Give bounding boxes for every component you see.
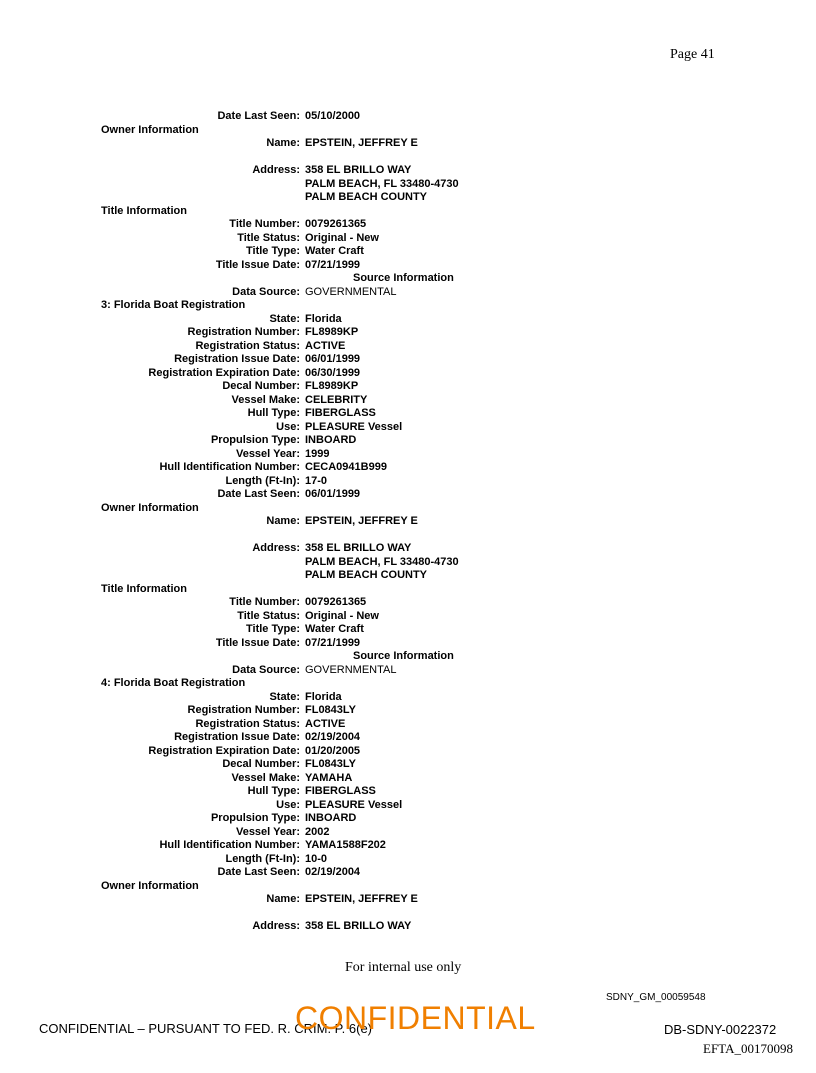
field-row	[0, 623, 816, 637]
field-row	[0, 434, 816, 448]
section-heading	[0, 299, 816, 313]
field-value: ACTIVE	[305, 339, 346, 352]
field-row	[0, 475, 816, 489]
field-value: 358 EL BRILLO WAY	[305, 920, 412, 932]
field-row	[0, 191, 816, 205]
field-row	[0, 745, 816, 759]
record-body	[0, 110, 816, 934]
field-value: 358 EL BRILLO WAY	[305, 164, 412, 176]
subsection-title: Source Information	[353, 650, 454, 662]
section-heading	[0, 205, 816, 219]
field-label: Decal Number:	[222, 380, 300, 392]
field-row	[0, 340, 816, 354]
field-label: Vessel Year:	[235, 447, 300, 460]
field-row	[0, 731, 816, 745]
field-row	[0, 772, 816, 786]
field-label: State:	[269, 312, 300, 325]
field-row	[0, 691, 816, 705]
field-value: FL8989KP	[305, 380, 359, 392]
field-value: 0079261365	[305, 596, 367, 608]
field-label: Address:	[252, 164, 300, 176]
field-row	[0, 826, 816, 840]
field-value: EPSTEIN, JEFFREY E	[305, 515, 418, 527]
section-title: Title Information	[101, 582, 187, 595]
field-row	[0, 920, 816, 934]
field-value: 02/19/2004	[305, 866, 361, 878]
field-label: Address:	[252, 542, 300, 554]
field-value: EPSTEIN, JEFFREY E	[305, 893, 418, 905]
field-value: FL0843LY	[305, 758, 356, 770]
field-row	[0, 866, 816, 880]
field-label: State:	[269, 690, 300, 703]
field-row	[0, 313, 816, 327]
subsection-title: Source Information	[353, 272, 454, 284]
field-row	[0, 556, 816, 570]
field-value: 1999	[305, 447, 330, 460]
field-label: Use:	[276, 420, 300, 433]
field-value: 06/01/1999	[305, 488, 361, 500]
field-value: PALM BEACH COUNTY	[305, 191, 428, 203]
bates-number-db: DB-SDNY-0022372	[664, 1022, 777, 1037]
field-label: Title Issue Date:	[215, 258, 300, 271]
field-label: Use:	[276, 798, 300, 811]
internal-use-note: For internal use only	[345, 960, 462, 975]
field-row	[0, 785, 816, 799]
field-row	[0, 326, 816, 340]
field-value: GOVERNMENTAL	[305, 285, 397, 298]
field-value: PALM BEACH, FL 33480-4730	[305, 555, 459, 568]
field-label: Hull Identification Number:	[159, 461, 300, 473]
section-title: 3: Florida Boat Registration	[101, 299, 246, 311]
field-label: Propulsion Type:	[210, 812, 300, 824]
field-label: Name:	[266, 893, 300, 905]
field-row	[0, 394, 816, 408]
section-title: Title Information	[101, 204, 187, 217]
field-label: Registration Number:	[187, 704, 300, 716]
field-value: 06/01/1999	[305, 353, 361, 365]
field-label: Registration Issue Date:	[174, 353, 300, 365]
field-label: Registration Number:	[187, 326, 300, 338]
field-label: Length (Ft-In):	[225, 852, 300, 865]
field-row	[0, 488, 816, 502]
field-row	[0, 380, 816, 394]
section-title: Owner Information	[101, 879, 199, 892]
field-label: Registration Expiration Date:	[148, 366, 300, 379]
field-row	[0, 286, 816, 300]
confidential-stamp: CONFIDENTIAL	[295, 1000, 536, 1036]
field-value: 2002	[305, 825, 330, 838]
section-heading	[0, 583, 816, 597]
field-value: PLEASURE Vessel	[305, 420, 403, 433]
field-row	[0, 218, 816, 232]
field-row	[0, 799, 816, 813]
field-value: PLEASURE Vessel	[305, 798, 403, 811]
field-value: EPSTEIN, JEFFREY E	[305, 137, 418, 149]
field-row	[0, 812, 816, 826]
field-row	[0, 515, 816, 529]
section-title: Owner Information	[101, 501, 199, 514]
section-heading	[0, 502, 816, 516]
field-value: FL8989KP	[305, 326, 359, 338]
field-value: Water Craft	[305, 623, 364, 635]
field-value: INBOARD	[305, 812, 357, 824]
field-row	[0, 407, 816, 421]
spacer	[0, 907, 816, 921]
field-value: ACTIVE	[305, 717, 346, 730]
field-label: Registration Issue Date:	[174, 731, 300, 743]
field-value: FIBERGLASS	[305, 785, 376, 797]
section-heading	[0, 880, 816, 894]
field-label: Vessel Year:	[235, 825, 300, 838]
field-label: Propulsion Type:	[210, 434, 300, 446]
field-value: PALM BEACH COUNTY	[305, 569, 428, 581]
field-value: INBOARD	[305, 434, 357, 446]
field-label: Title Status:	[237, 231, 300, 244]
field-label: Registration Status:	[195, 339, 300, 352]
field-row	[0, 178, 816, 192]
spacer	[0, 529, 816, 543]
field-row	[0, 853, 816, 867]
subsection-heading	[0, 272, 816, 286]
field-value: CELEBRITY	[305, 393, 368, 406]
field-value: GOVERNMENTAL	[305, 663, 397, 676]
field-value: Original - New	[305, 609, 379, 622]
field-value: 358 EL BRILLO WAY	[305, 542, 412, 554]
field-label: Decal Number:	[222, 758, 300, 770]
field-value: 10-0	[305, 852, 328, 865]
field-value: 07/21/1999	[305, 258, 361, 271]
bates-number-gm: SDNY_GM_00059548	[606, 992, 706, 1003]
field-row	[0, 367, 816, 381]
field-row	[0, 461, 816, 475]
field-label: Length (Ft-In):	[225, 474, 300, 487]
field-row	[0, 353, 816, 367]
field-row	[0, 610, 816, 624]
field-label: Hull Type:	[247, 407, 300, 419]
spacer	[0, 151, 816, 165]
field-row	[0, 448, 816, 462]
field-row	[0, 569, 816, 583]
field-row	[0, 164, 816, 178]
field-value: Florida	[305, 312, 342, 325]
field-value: CECA0941B999	[305, 461, 387, 473]
field-value: Florida	[305, 690, 342, 703]
field-value: 0079261365	[305, 218, 367, 230]
field-label: Registration Expiration Date:	[148, 744, 300, 757]
field-row	[0, 704, 816, 718]
field-value: 02/19/2004	[305, 731, 361, 743]
field-value: 17-0	[305, 474, 328, 487]
field-value: Original - New	[305, 231, 379, 244]
field-value: FL0843LY	[305, 704, 356, 716]
field-row	[0, 245, 816, 259]
field-label: Title Number:	[229, 596, 300, 608]
field-row	[0, 259, 816, 273]
field-label: Title Status:	[237, 609, 300, 622]
field-row	[0, 232, 816, 246]
field-row	[0, 542, 816, 556]
field-label: Date Last Seen:	[217, 866, 300, 878]
field-label: Address:	[252, 920, 300, 932]
field-value: 05/10/2000	[305, 110, 361, 122]
field-label: Data Source:	[232, 285, 300, 298]
field-row	[0, 637, 816, 651]
field-value: PALM BEACH, FL 33480-4730	[305, 177, 459, 190]
field-label: Registration Status:	[195, 717, 300, 730]
field-label: Hull Type:	[247, 785, 300, 797]
field-label: Date Last Seen:	[217, 110, 300, 122]
field-value: YAMA1588F202	[305, 839, 386, 851]
confidential-notice: CONFIDENTIAL – PURSUANT TO FED. R. CRIM. P. 6(e)	[39, 1021, 373, 1036]
field-value: Water Craft	[305, 245, 364, 257]
field-row	[0, 421, 816, 435]
field-label: Vessel Make:	[231, 393, 300, 406]
page-number: Page 41	[670, 47, 715, 62]
field-row	[0, 839, 816, 853]
field-label: Title Issue Date:	[215, 636, 300, 649]
field-row	[0, 596, 816, 610]
section-title: 4: Florida Boat Registration	[101, 677, 246, 689]
field-row	[0, 137, 816, 151]
field-value: FIBERGLASS	[305, 407, 376, 419]
field-value: 01/20/2005	[305, 744, 361, 757]
field-value: 07/21/1999	[305, 636, 361, 649]
field-label: Title Type:	[246, 245, 300, 257]
subsection-heading	[0, 650, 816, 664]
field-label: Name:	[266, 137, 300, 149]
section-title: Owner Information	[101, 123, 199, 136]
field-label: Title Number:	[229, 218, 300, 230]
field-value: YAMAHA	[305, 771, 353, 784]
field-label: Date Last Seen:	[217, 488, 300, 500]
efta-number: EFTA_00170098	[703, 1041, 793, 1056]
field-value: 06/30/1999	[305, 366, 361, 379]
section-heading	[0, 124, 816, 138]
field-row	[0, 110, 816, 124]
field-row	[0, 718, 816, 732]
field-label: Data Source:	[232, 663, 300, 676]
field-label: Hull Identification Number:	[159, 839, 300, 851]
field-label: Name:	[266, 515, 300, 527]
field-row	[0, 893, 816, 907]
field-row	[0, 758, 816, 772]
field-row	[0, 664, 816, 678]
field-label: Vessel Make:	[231, 771, 300, 784]
field-label: Title Type:	[246, 623, 300, 635]
section-heading	[0, 677, 816, 691]
